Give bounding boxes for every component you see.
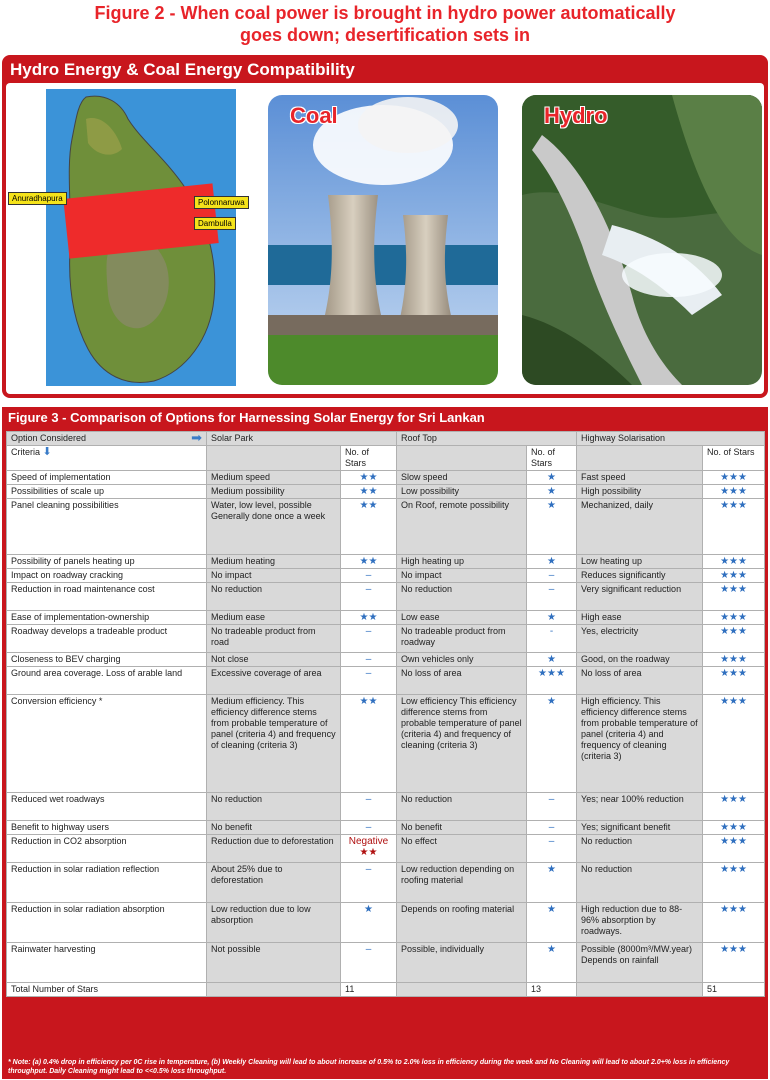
roof-top-stars: ★ — [527, 499, 577, 555]
roof-top-stars: ★ — [527, 903, 577, 943]
solar-park-cell: Not close — [207, 653, 341, 667]
solar-park-stars: ★★ — [341, 555, 397, 569]
criteria-label: Criteria — [11, 447, 41, 457]
figure3-panel — [2, 407, 768, 1079]
highway-cell: Yes; significant benefit — [577, 821, 703, 835]
solar-park-cell: Medium efficiency. This efficiency difference stems from probable temperature of panel (criteria 4) and frequency of cleaning (criteria 3) — [207, 695, 341, 793]
roof-top-header: Roof Top — [397, 432, 577, 446]
solar-park-cell: No reduction — [207, 583, 341, 611]
criterion-cell: Reduction in CO2 absorption — [7, 835, 207, 863]
highway-cell: Fast speed — [577, 471, 703, 485]
roof-top-total: 13 — [527, 983, 577, 997]
footnote: * Note: (a) 0.4% drop in efficiency per 0C rise in temperature, (b) Weekly Cleaning will lead to about increase of 0.5% to 2.0% loss in efficiency during the week and No Cleaning will lead to about 2.0+% loss in efficiency throughput. Daily Cleaning might lead to <<0.5% loss throughput. — [8, 1059, 730, 1075]
solar-park-total: 11 — [341, 983, 397, 997]
table-row — [7, 555, 765, 569]
highway-stars: ★★★ — [703, 611, 765, 625]
roof-top-cell: High heating up — [397, 555, 527, 569]
highway-stars: ★★★ — [703, 653, 765, 667]
table-row — [7, 667, 765, 695]
criteria-cell — [7, 446, 207, 471]
table-row — [7, 471, 765, 485]
highway-stars: ★★★ — [703, 485, 765, 499]
solar-park-stars: ★★ — [341, 695, 397, 793]
roof-top-cell: Slow speed — [397, 471, 527, 485]
coal-photo — [268, 95, 498, 385]
highway-stars: ★★★ — [703, 569, 765, 583]
criterion-cell: Reduction in solar radiation absorption — [7, 903, 207, 943]
solar-park-stars: – — [341, 569, 397, 583]
solar-park-cell: No impact — [207, 569, 341, 583]
solar-park-cell: Reduction due to deforestation — [207, 835, 341, 863]
solar-park-stars-header: No. of Stars — [341, 446, 397, 471]
criterion-cell: Panel cleaning possibilities — [7, 499, 207, 555]
roof-top-cell: On Roof, remote possibility — [397, 499, 527, 555]
highway-stars: ★★★ — [703, 667, 765, 695]
highway-stars-header: No. of Stars — [703, 446, 765, 471]
highway-total: 51 — [703, 983, 765, 997]
roof-top-cell: Low reduction depending on roofing material — [397, 863, 527, 903]
highway-stars: ★★★ — [703, 863, 765, 903]
highway-stars: ★★★ — [703, 499, 765, 555]
solar-park-stars: – — [341, 821, 397, 835]
figure2-title — [0, 2, 770, 46]
figure2-title-line2: goes down; desertification sets in — [239, 25, 531, 45]
solar-park-stars: – — [341, 667, 397, 695]
criterion-cell: Ground area coverage. Loss of arable land — [7, 667, 207, 695]
roof-top-stars: ★ — [527, 863, 577, 903]
roof-top-stars: – — [527, 821, 577, 835]
highway-cell: High reduction due to 88-96% absorption by roadways. — [577, 903, 703, 943]
roof-top-stars: ★ — [527, 695, 577, 793]
roof-top-cell: Low efficiency This efficiency difference stems from probable temperature of panel (criteria 4) and frequency of cleaning (criteria 3) — [397, 695, 527, 793]
highway-cell: No reduction — [577, 835, 703, 863]
table-row — [7, 569, 765, 583]
criterion-cell: Benefit to highway users — [7, 821, 207, 835]
roof-top-stars: – — [527, 793, 577, 821]
criterion-cell: Conversion efficiency * — [7, 695, 207, 793]
figure2-images — [6, 83, 764, 394]
roof-top-cell: Low possibility — [397, 485, 527, 499]
criterion-cell: Impact on roadway cracking — [7, 569, 207, 583]
roof-top-cell: No benefit — [397, 821, 527, 835]
map-label-anuradhapura: Anuradhapura — [8, 192, 67, 205]
totals-label: Total Number of Stars — [7, 983, 207, 997]
roof-top-stars: ★ — [527, 471, 577, 485]
criterion-cell: Speed of implementation — [7, 471, 207, 485]
highway-cell: Mechanized, daily — [577, 499, 703, 555]
roof-top-stars: ★ — [527, 611, 577, 625]
solar-park-stars: – — [341, 625, 397, 653]
solar-park-cell: No tradeable product from road — [207, 625, 341, 653]
highway-cell: High possibility — [577, 485, 703, 499]
table-subheader-row — [7, 446, 765, 471]
roof-top-cell: Depends on roofing material — [397, 903, 527, 943]
roof-top-cell: Own vehicles only — [397, 653, 527, 667]
table-row — [7, 499, 765, 555]
solar-park-stars: – — [341, 793, 397, 821]
table-row — [7, 821, 765, 835]
solar-park-cell: Medium heating — [207, 555, 341, 569]
roof-top-cell: No loss of area — [397, 667, 527, 695]
highway-stars: ★★★ — [703, 695, 765, 793]
roof-top-cell: Possible, individually — [397, 943, 527, 983]
table-row — [7, 653, 765, 667]
roof-top-stars: – — [527, 835, 577, 863]
roof-top-stars: ★ — [527, 943, 577, 983]
criterion-cell: Reduction in road maintenance cost — [7, 583, 207, 611]
map-label-polonnaruwa: Polonnaruwa — [194, 196, 249, 209]
roof-top-stars: ★ — [527, 485, 577, 499]
option-considered-label: Option Considered — [11, 433, 87, 443]
table-row — [7, 583, 765, 611]
roof-top-cell: No reduction — [397, 793, 527, 821]
table-row — [7, 625, 765, 653]
criterion-cell: Closeness to BEV charging — [7, 653, 207, 667]
highway-cell: Yes, electricity — [577, 625, 703, 653]
figure2-panel — [2, 55, 768, 398]
criterion-cell: Possibilities of scale up — [7, 485, 207, 499]
criterion-cell: Rainwater harvesting — [7, 943, 207, 983]
solar-park-header: Solar Park — [207, 432, 397, 446]
totals-row — [7, 983, 765, 997]
solar-park-cell: Low reduction due to low absorption — [207, 903, 341, 943]
coal-label: Coal — [290, 103, 338, 128]
criterion-cell: Reduction in solar radiation reflection — [7, 863, 207, 903]
solar-park-stars: ★★ — [341, 471, 397, 485]
roof-top-stars: ★ — [527, 653, 577, 667]
roof-top-stars: - — [527, 625, 577, 653]
highway-stars: ★★★ — [703, 821, 765, 835]
table-row — [7, 485, 765, 499]
solar-park-cell: Excessive coverage of area — [207, 667, 341, 695]
solar-park-cell: Medium ease — [207, 611, 341, 625]
table-header-row — [7, 432, 765, 446]
sri-lanka-map-graphic — [46, 89, 236, 386]
criterion-cell: Reduced wet roadways — [7, 793, 207, 821]
hydro-dam-image — [522, 95, 762, 385]
highway-stars: ★★★ — [703, 583, 765, 611]
solar-park-stars: ★ — [341, 903, 397, 943]
solar-park-stars: – — [341, 583, 397, 611]
arrow-right-icon: ➡ — [191, 431, 202, 445]
solar-park-stars: ★★ — [341, 611, 397, 625]
roof-top-cell: Low ease — [397, 611, 527, 625]
solar-park-stars: ★★ — [341, 485, 397, 499]
table-row — [7, 793, 765, 821]
highway-cell: Yes; near 100% reduction — [577, 793, 703, 821]
highway-cell: Good, on the roadway — [577, 653, 703, 667]
highway-header: Highway Solarisation — [577, 432, 765, 446]
solar-park-cell: Not possible — [207, 943, 341, 983]
solar-park-stars: – — [341, 943, 397, 983]
highway-cell: No reduction — [577, 863, 703, 903]
highway-cell: Low heating up — [577, 555, 703, 569]
highway-cell: Reduces significantly — [577, 569, 703, 583]
highway-stars: ★★★ — [703, 555, 765, 569]
solar-park-cell: Medium possibility — [207, 485, 341, 499]
option-considered-cell — [7, 432, 207, 446]
solar-park-cell: No reduction — [207, 793, 341, 821]
criterion-cell: Roadway develops a tradeable product — [7, 625, 207, 653]
comparison-table — [6, 431, 765, 997]
highway-stars: ★★★ — [703, 625, 765, 653]
roof-top-stars: ★★★ — [527, 667, 577, 695]
highway-stars: ★★★ — [703, 943, 765, 983]
roof-top-cell: No tradeable product from roadway — [397, 625, 527, 653]
arrow-down-icon: ⬇ — [42, 446, 52, 458]
highway-stars: ★★★ — [703, 835, 765, 863]
highway-cell: High ease — [577, 611, 703, 625]
table-row — [7, 863, 765, 903]
highway-cell: Possible (8000m³/MW.year) Depends on rainfall — [577, 943, 703, 983]
hydro-label: Hydro — [544, 103, 608, 128]
highway-cell: No loss of area — [577, 667, 703, 695]
solar-park-stars: ★★ — [341, 499, 397, 555]
table-row — [7, 835, 765, 863]
coal-plant-image — [268, 95, 498, 385]
solar-park-stars: – — [341, 863, 397, 903]
criterion-cell: Ease of implementation-ownership — [7, 611, 207, 625]
figure3-title: Figure 3 - Comparison of Options for Harnessing Solar Energy for Sri Lankan — [8, 410, 485, 425]
roof-top-cell: No reduction — [397, 583, 527, 611]
table-row — [7, 695, 765, 793]
table-row — [7, 943, 765, 983]
roof-top-cell: No effect — [397, 835, 527, 863]
sri-lanka-map — [12, 89, 245, 386]
solar-park-cell: Medium speed — [207, 471, 341, 485]
hydro-photo — [522, 95, 762, 385]
criterion-cell: Possibility of panels heating up — [7, 555, 207, 569]
roof-top-stars-header: No. of Stars — [527, 446, 577, 471]
figure2-title-line1: Figure 2 - When coal power is brought in hydro power automatically — [94, 3, 676, 23]
solar-park-cell: About 25% due to deforestation — [207, 863, 341, 903]
solar-park-stars: – — [341, 653, 397, 667]
roof-top-stars: – — [527, 583, 577, 611]
solar-park-cell: Water, low level, possible Generally done once a week — [207, 499, 341, 555]
solar-park-stars: Negative ★★ — [341, 835, 397, 863]
table-row — [7, 903, 765, 943]
highway-stars: ★★★ — [703, 903, 765, 943]
highway-cell: High efficiency. This efficiency difference stems from probable temperature of panel (criteria 4) and frequency of cleaning (criteria 3) — [577, 695, 703, 793]
table-row — [7, 611, 765, 625]
highway-cell: Very significant reduction — [577, 583, 703, 611]
roof-top-cell: No impact — [397, 569, 527, 583]
map-label-dambulla: Dambulla — [194, 217, 236, 230]
highway-stars: ★★★ — [703, 471, 765, 485]
solar-park-cell: No benefit — [207, 821, 341, 835]
roof-top-stars: ★ — [527, 555, 577, 569]
figure2-header: Hydro Energy & Coal Energy Compatibility — [10, 60, 355, 79]
roof-top-stars: – — [527, 569, 577, 583]
highway-stars: ★★★ — [703, 793, 765, 821]
